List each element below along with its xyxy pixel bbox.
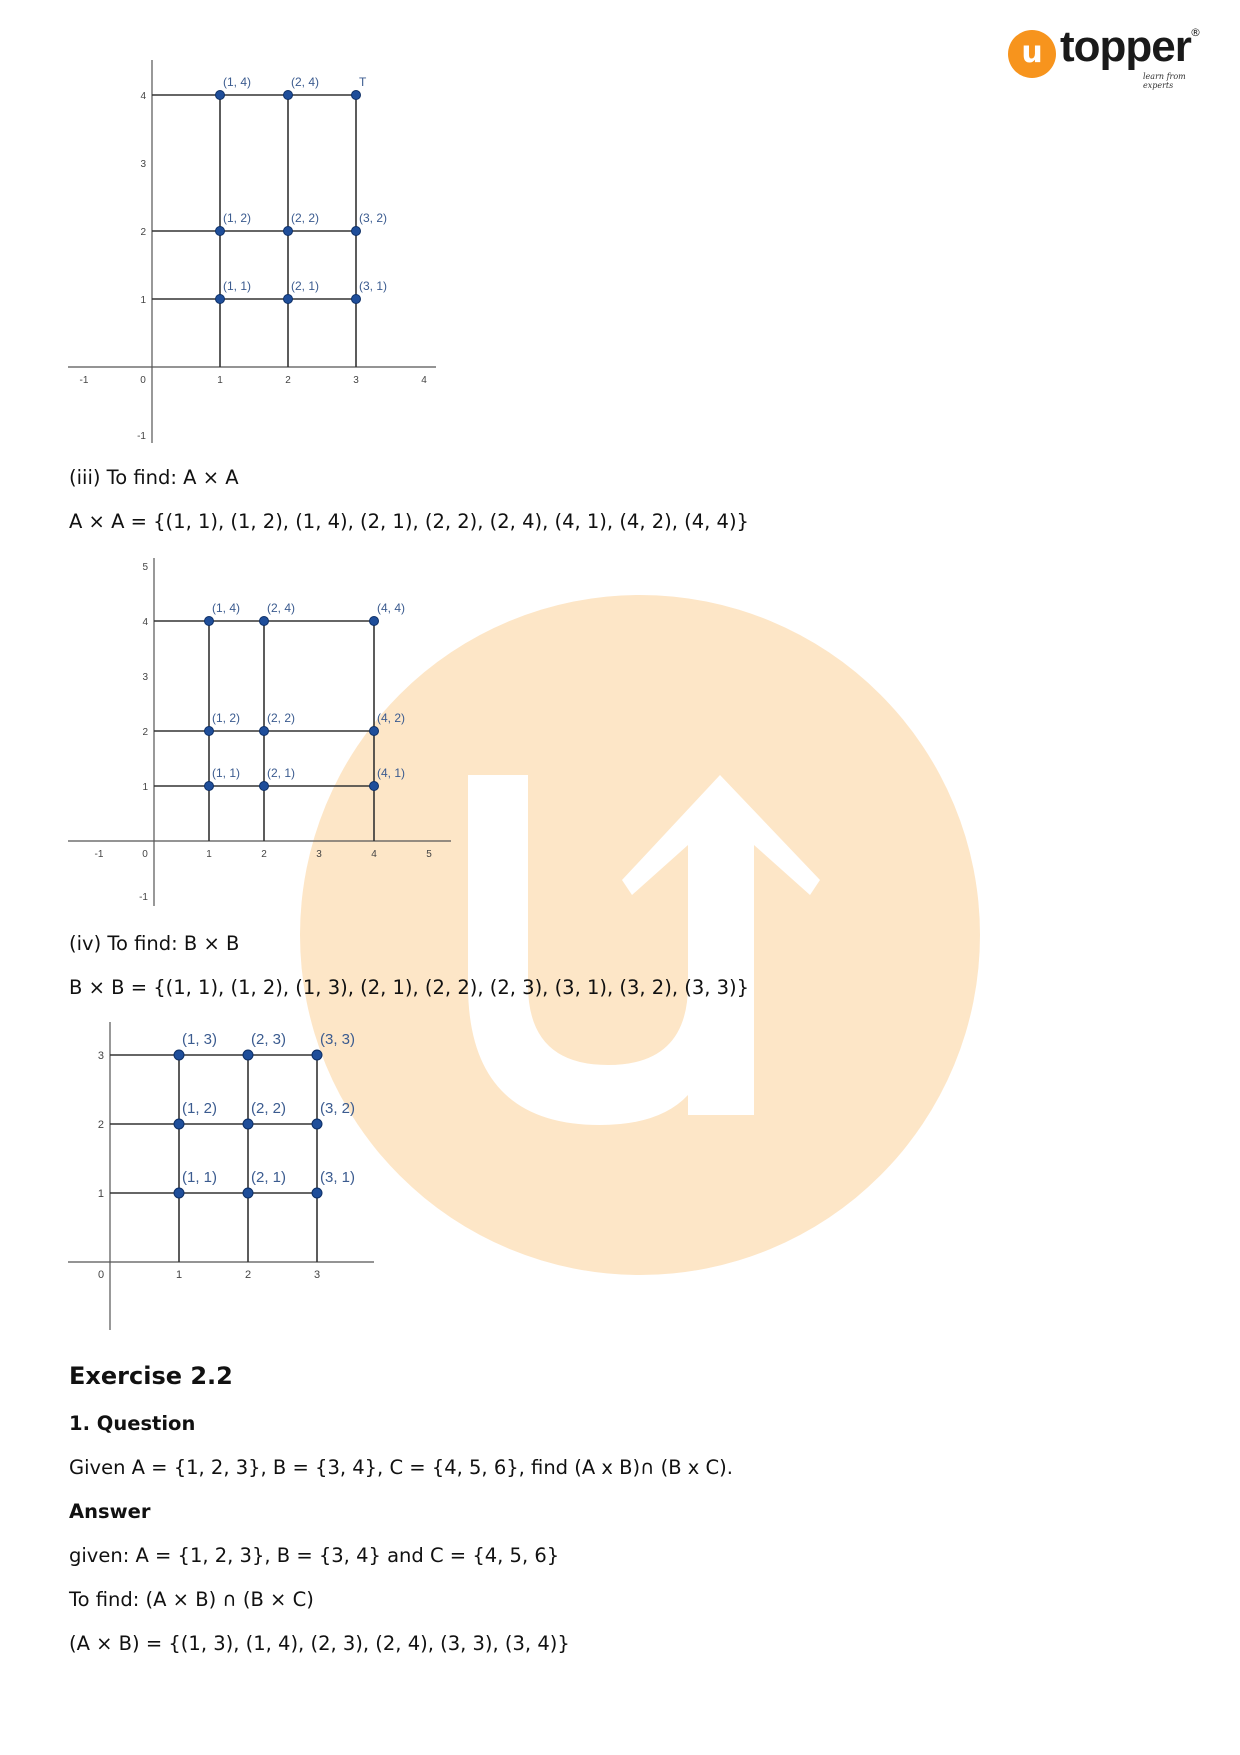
- x-tick-label: 1: [206, 849, 212, 860]
- y-tick-label: -1: [137, 431, 146, 442]
- section-iv-result: B × B = {(1, 1), (1, 2), (1, 3), (2, 1), (2, 2), (2, 3), (3, 1), (3, 2), (3, 3)}: [69, 976, 750, 999]
- answer-to-find: To find: (A × B) ∩ (B × C): [69, 1588, 314, 1611]
- data-point: [216, 295, 225, 304]
- data-point: [243, 1050, 253, 1060]
- data-point: [370, 782, 379, 791]
- data-point: [260, 727, 269, 736]
- point-label: (2, 4): [267, 601, 296, 615]
- point-label: (2, 2): [251, 1100, 287, 1117]
- y-tick-label: 2: [142, 727, 148, 738]
- data-point: [312, 1050, 322, 1060]
- point-label: (3, 1): [320, 1169, 356, 1186]
- y-tick-label: 5: [142, 562, 148, 573]
- point-label: T: [359, 75, 367, 89]
- data-point: [312, 1188, 322, 1198]
- data-point: [243, 1188, 253, 1198]
- data-point: [284, 295, 293, 304]
- section-iii-result: A × A = {(1, 1), (1, 2), (1, 4), (2, 1), (2, 2), (2, 4), (4, 1), (4, 2), (4, 4)}: [69, 510, 749, 533]
- x-tick-label: 3: [353, 375, 359, 386]
- data-point: [205, 617, 214, 626]
- point-label: (1, 2): [182, 1100, 218, 1117]
- point-label: (2, 3): [251, 1031, 287, 1048]
- x-tick-label: -1: [94, 849, 104, 860]
- graph-cartesian-product-1: [66, 58, 456, 450]
- point-label: (2, 4): [291, 75, 320, 89]
- x-tick-label: 4: [371, 849, 377, 860]
- data-point: [370, 727, 379, 736]
- y-tick-label: -1: [139, 892, 148, 903]
- point-label: (1, 1): [223, 279, 252, 293]
- data-point: [174, 1119, 184, 1129]
- y-tick-label: 3: [142, 672, 148, 683]
- x-tick-label: 3: [313, 1269, 321, 1281]
- section-iv-heading: (iv) To find: B × B: [69, 932, 240, 955]
- section-iii-heading: (iii) To find: A × A: [69, 466, 239, 489]
- y-tick-label: 2: [140, 227, 146, 238]
- point-label: (1, 4): [223, 75, 252, 89]
- data-point: [370, 617, 379, 626]
- y-tick-label: 3: [97, 1050, 104, 1062]
- answer-axb: (A × B) = {(1, 3), (1, 4), (2, 3), (2, 4), (3, 3), (3, 4)}: [69, 1632, 570, 1655]
- data-point: [260, 782, 269, 791]
- data-point: [352, 227, 361, 236]
- point-label: (1, 4): [212, 601, 241, 615]
- x-tick-label: 0: [97, 1269, 105, 1281]
- point-label: (2, 1): [267, 766, 296, 780]
- question-text: Given A = {1, 2, 3}, B = {3, 4}, C = {4, 5, 6}, find (A x B)∩ (B x C).: [69, 1456, 733, 1479]
- y-tick-label: 1: [140, 295, 146, 306]
- point-label: (3, 2): [359, 211, 388, 225]
- y-tick-label: 1: [97, 1188, 104, 1200]
- x-tick-label: 0: [142, 849, 148, 860]
- x-tick-label: -1: [79, 375, 89, 386]
- brand-mark-icon: u: [1008, 30, 1056, 78]
- answer-given: given: A = {1, 2, 3}, B = {3, 4} and C = {4, 5, 6}: [69, 1544, 560, 1567]
- data-point: [260, 617, 269, 626]
- data-point: [312, 1119, 322, 1129]
- y-tick-label: 3: [140, 159, 146, 170]
- graph-a-cross-a: [66, 556, 466, 918]
- x-tick-label: 4: [421, 375, 427, 386]
- data-point: [284, 227, 293, 236]
- answer-heading: Answer: [69, 1500, 151, 1523]
- point-label: (1, 1): [182, 1169, 218, 1186]
- x-tick-label: 1: [217, 375, 223, 386]
- data-point: [216, 227, 225, 236]
- y-tick-label: 1: [142, 782, 148, 793]
- data-point: [284, 91, 293, 100]
- brand-tagline: learn from experts: [1143, 72, 1186, 90]
- brand-logo: [1008, 22, 1208, 90]
- point-label: (2, 1): [291, 279, 320, 293]
- point-label: (3, 3): [320, 1031, 356, 1048]
- x-tick-label: 2: [261, 849, 267, 860]
- point-label: (1, 2): [212, 711, 241, 725]
- x-tick-label: 2: [285, 375, 291, 386]
- x-tick-label: 3: [316, 849, 322, 860]
- exercise-title: Exercise 2.2: [69, 1362, 233, 1390]
- y-tick-label: 4: [142, 617, 148, 628]
- graph-b-cross-b: [66, 1020, 386, 1350]
- data-point: [243, 1119, 253, 1129]
- data-point: [205, 727, 214, 736]
- data-point: [174, 1050, 184, 1060]
- registered-mark: ®: [1190, 26, 1201, 39]
- point-label: (2, 2): [267, 711, 296, 725]
- point-label: (1, 2): [223, 211, 252, 225]
- data-point: [352, 91, 361, 100]
- data-point: [352, 295, 361, 304]
- question-heading: 1. Question: [69, 1412, 196, 1435]
- data-point: [216, 91, 225, 100]
- x-tick-label: 5: [426, 849, 432, 860]
- point-label: (1, 1): [212, 766, 241, 780]
- x-tick-label: 1: [175, 1269, 183, 1281]
- point-label: (3, 2): [320, 1100, 356, 1117]
- data-point: [205, 782, 214, 791]
- y-tick-label: 2: [97, 1119, 104, 1131]
- point-label: (4, 4): [377, 601, 406, 615]
- x-tick-label: 0: [140, 375, 146, 386]
- point-label: (4, 1): [377, 766, 406, 780]
- x-tick-label: 2: [244, 1269, 252, 1281]
- point-label: (2, 2): [291, 211, 320, 225]
- point-label: (4, 2): [377, 711, 406, 725]
- point-label: (2, 1): [251, 1169, 287, 1186]
- point-label: (1, 3): [182, 1031, 218, 1048]
- point-label: (3, 1): [359, 279, 388, 293]
- data-point: [174, 1188, 184, 1198]
- y-tick-label: 4: [140, 91, 146, 102]
- brand-name: topper: [1060, 22, 1191, 71]
